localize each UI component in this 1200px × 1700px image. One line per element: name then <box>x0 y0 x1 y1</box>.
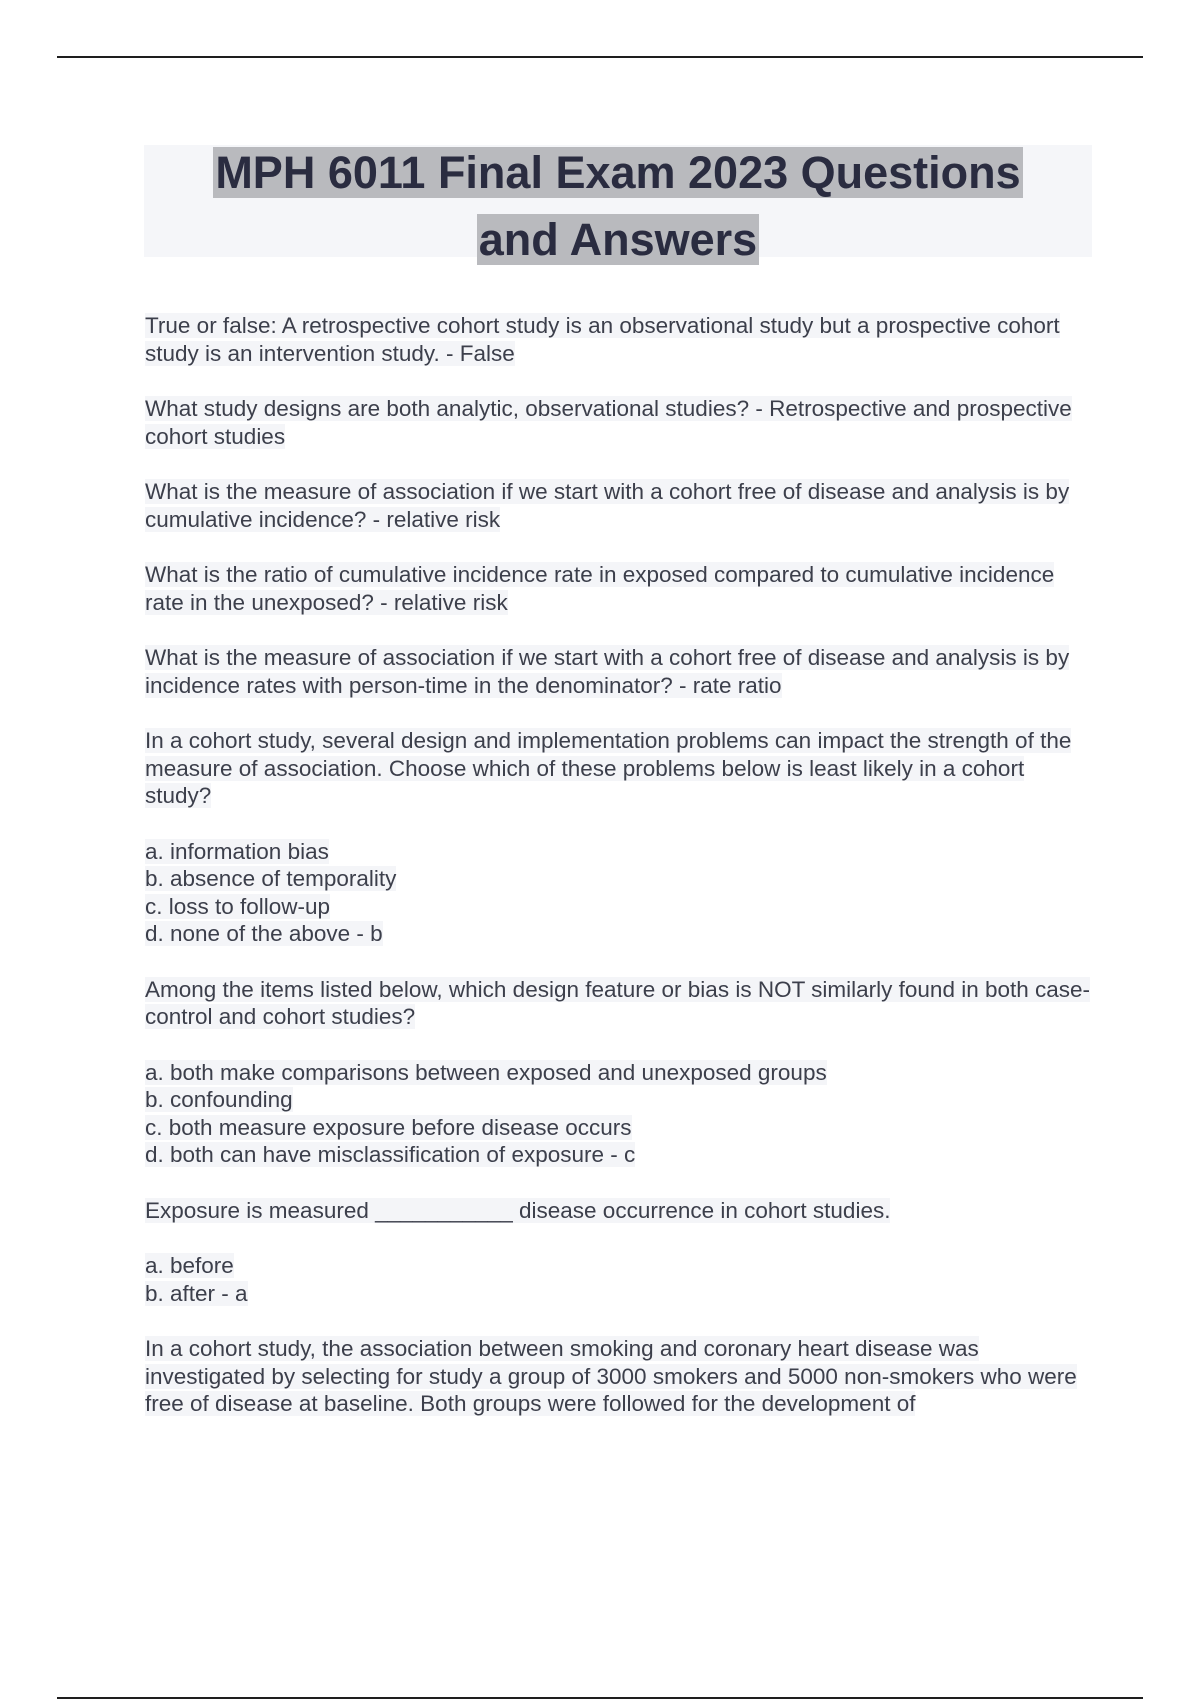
option-item <box>145 1086 1095 1114</box>
question-4 <box>145 561 1095 616</box>
document-title <box>144 145 1092 279</box>
title-line-1: MPH 6011 Final Exam 2023 Questions <box>215 147 1021 198</box>
question-5-text: What is the measure of association if we start with a cohort free of disease and analysis is by incidence rates with person-time in the denominator? - rate ratio <box>145 645 1070 698</box>
title-banner <box>144 145 1092 265</box>
option-item <box>145 1059 1095 1087</box>
option-text: b. confounding <box>145 1087 293 1112</box>
question-4-text: What is the ratio of cumulative incidence rate in exposed compared to cumulative incidence rate in the unexposed? - relative risk <box>145 562 1055 615</box>
question-7-options <box>145 1059 1095 1169</box>
question-7-text: Among the items listed below, which design feature or bias is NOT similarly found in both case-control and cohort studies? <box>145 976 1091 1029</box>
question-2-text: What study designs are both analytic, observational studies? - Retrospective and prospective cohort studies <box>145 396 1072 449</box>
option-text: a. both make comparisons between exposed and unexposed groups <box>145 1059 827 1085</box>
question-3-text: What is the measure of association if we start with a cohort free of disease and analysis is by cumulative incidence? - relative risk <box>145 479 1070 532</box>
option-item <box>145 1141 1095 1169</box>
option-text: b. absence of temporality <box>145 866 397 891</box>
option-item <box>145 893 1095 921</box>
option-item <box>145 1252 1095 1280</box>
option-item <box>145 920 1095 948</box>
option-item <box>145 838 1095 866</box>
question-5 <box>145 644 1095 699</box>
option-text: d. both can have misclassification of exposure - c <box>145 1142 636 1167</box>
option-text: c. both measure exposure before disease occurs <box>145 1114 632 1140</box>
question-2 <box>145 395 1095 450</box>
question-1 <box>145 312 1095 367</box>
option-item <box>145 865 1095 893</box>
question-6-text: In a cohort study, several design and implementation problems can impact the strength of the measure of association. Choose which of these problems below is least likely in a cohort study? <box>145 728 1072 808</box>
option-text: c. loss to follow-up <box>145 893 331 919</box>
question-8-options <box>145 1252 1095 1307</box>
question-1-text: True or false: A retrospective cohort study is an observational study but a prospective cohort study is an intervention study. - False <box>145 313 1060 366</box>
bottom-rule <box>57 1697 1143 1699</box>
question-3 <box>145 478 1095 533</box>
question-6-options <box>145 838 1095 948</box>
option-text: d. none of the above - b <box>145 921 383 946</box>
option-item <box>145 1114 1095 1142</box>
question-8 <box>145 1197 1095 1225</box>
question-6 <box>145 727 1095 810</box>
question-9 <box>145 1335 1095 1418</box>
top-rule <box>57 56 1143 58</box>
question-8-text: Exposure is measured ___________ disease occurrence in cohort studies. <box>145 1197 891 1223</box>
option-text: a. information bias <box>145 838 329 864</box>
document-body <box>145 312 1095 1446</box>
title-line-2: and Answers <box>478 214 758 265</box>
option-item <box>145 1280 1095 1308</box>
question-7 <box>145 976 1095 1031</box>
option-text: b. after - a <box>145 1280 248 1306</box>
question-9-text: In a cohort study, the association between smoking and coronary heart disease was investigated by selecting for study a group of 3000 smokers and 5000 non-smokers who were free of disease at baseline. Both groups were followed for the development of <box>145 1336 1077 1416</box>
option-text: a. before <box>145 1253 234 1278</box>
